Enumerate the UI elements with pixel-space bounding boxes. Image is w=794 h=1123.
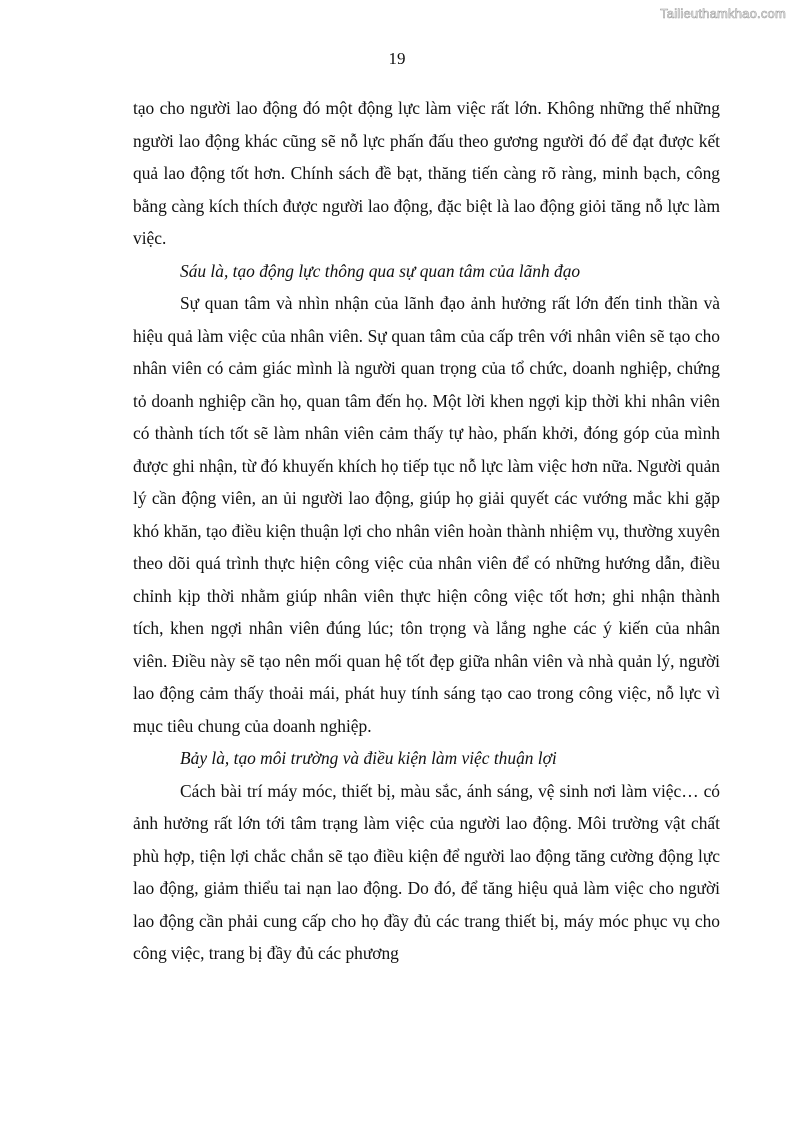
paragraph-leadership-care: Sự quan tâm và nhìn nhận của lãnh đạo ảnh hưởng rất lớn đến tinh thần và hiệu quả làm việc của nhân viên. Sự quan tâm của cấp trên với nhân viên sẽ tạo cho nhân viên có cảm giác mình là người quan trọng của tổ chức, doanh nghiệp, chứng tỏ doanh nghiệp cần họ, quan tâm đến họ. Một lời khen ngợi kịp thời khi nhân viên có thành tích tốt sẽ làm nhân viên cảm thấy tự hào, phấn khởi, đóng góp của mình được ghi nhận, từ đó khuyến khích họ tiếp tục nỗ lực làm việc hơn nữa. Người quản lý cần động viên, an ủi người lao động, giúp họ giải quyết các vướng mắc khi gặp khó khăn, tạo điều kiện thuận lợi cho nhân viên hoàn thành nhiệm vụ, thường xuyên theo dõi quá trình thực hiện công việc của nhân viên để có những hướng dẫn, điều chỉnh kịp thời nhằm giúp nhân viên thực hiện công việc tốt hơn; ghi nhận thành tích, khen ngợi nhân viên đúng lúc; tôn trọng và lắng nghe các ý kiến của nhân viên. Điều này sẽ tạo nên mối quan hệ tốt đẹp giữa nhân viên và nhà quản lý, người lao động cảm thấy thoải mái, phát huy tính sáng tạo cao trong công việc, nỗ lực vì mục tiêu chung của doanh nghiệp. xyxy=(133,293,720,736)
paragraph-work-environment: Cách bài trí máy móc, thiết bị, màu sắc, ánh sáng, vệ sinh nơi làm việc… có ảnh hưởng rất lớn tới tâm trạng làm việc của người lao động. Môi trường vật chất phù hợp, tiện lợi chắc chắn sẽ tạo điều kiện để người lao động tăng cường động lực lao động, giảm thiểu tai nạn lao động. Do đó, để tăng hiệu quả làm việc cho người lao động cần phải cung cấp cho họ đầy đủ các trang thiết bị, máy móc phục vụ cho công việc, trang bị đầy đủ các phương xyxy=(133,780,720,963)
section-heading-seven: Bảy là, tạo môi trường và điều kiện làm việc thuận lợi xyxy=(180,748,557,768)
paragraph-continuation: tạo cho người lao động đó một động lực làm việc rất lớn. Không những thế những người lao động khác cũng sẽ nỗ lực phấn đấu theo gương người đó để đạt được kết quả lao động tốt hơn. Chính sách đề bạt, thăng tiến càng rõ ràng, minh bạch, công bằng càng kích thích được người lao động, đặc biệt là lao động giỏi tăng nỗ lực làm việc. xyxy=(133,98,720,248)
watermark-text: Tailieuthamkhao.com xyxy=(660,6,786,21)
section-heading-six: Sáu là, tạo động lực thông qua sự quan tâm của lãnh đạo xyxy=(180,260,581,281)
page-number: 19 xyxy=(388,49,406,68)
document-body xyxy=(133,92,720,970)
